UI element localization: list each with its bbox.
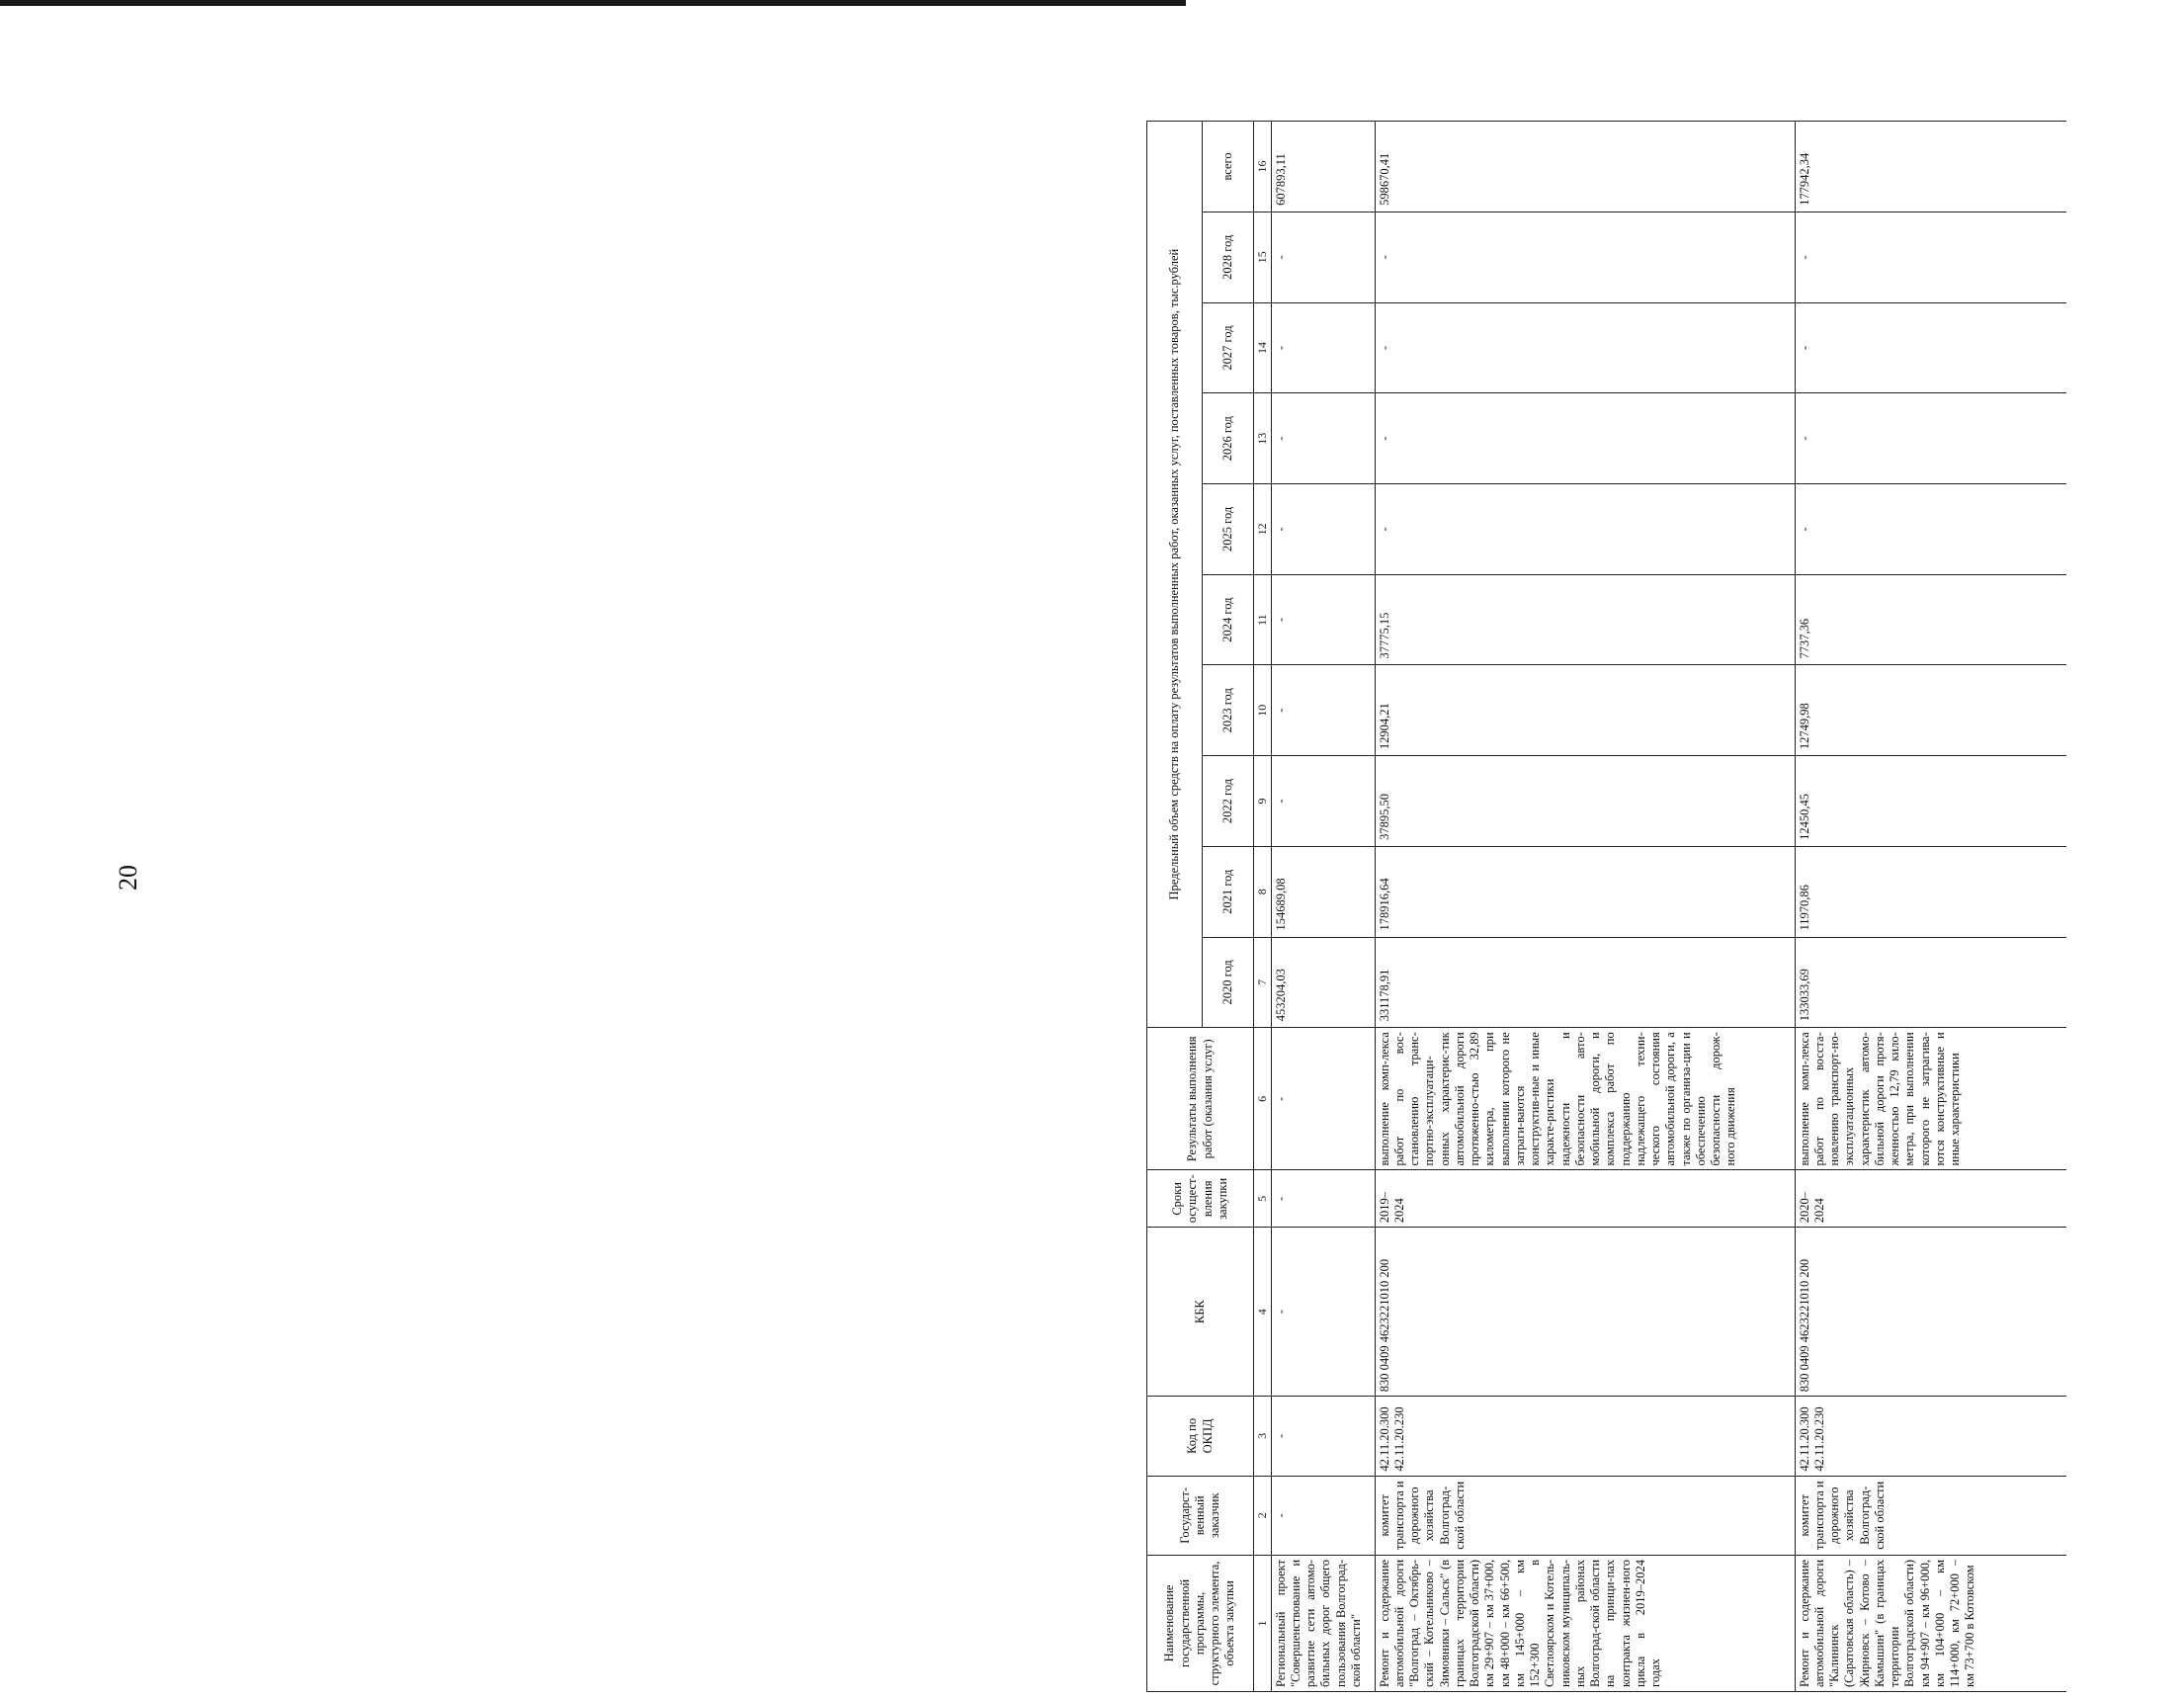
row-value: 178916,64 — [1375, 846, 1795, 937]
row-terms: - — [1271, 1170, 1375, 1228]
header-year: 2027 год — [1203, 302, 1254, 393]
column-number: 15 — [1254, 212, 1272, 302]
row-results: выполнение комп-лекса работ по вос-становлению транс-портно-эксплуатаци-онных характерис-тик автомобильной дороги протяженно-стью 32,89 километра, при выполнении которого не затраги-ваются конструктив-ные и иные характе-ристики надежности и безопасности авто-мобильной дороги, и комплекса работ по поддержанию надлежащего техни-ческого состояния автомобильной дороги, а также по организа-ции и обеспечению безопасности дорож-ного движения — [1375, 1028, 1795, 1170]
row-total: 607893,11 — [1271, 122, 1375, 212]
row-okpd: 42.11.20.300 42.11.20.230 — [1795, 1397, 2066, 1476]
row-value: - — [1375, 484, 1795, 575]
column-numbers-row — [1254, 122, 1272, 1692]
header-year: 2020 год — [1203, 937, 1254, 1028]
row-value: - — [1271, 302, 1375, 393]
row-total: 177942,34 — [1795, 122, 2066, 212]
header-customer: Государст-венный заказчик — [1147, 1476, 1254, 1555]
column-number: 2 — [1254, 1476, 1272, 1555]
row-customer: комитет транспорта и дорожного хозяйства Волгоград-ской области — [1795, 1476, 2066, 1555]
column-number: 6 — [1254, 1028, 1272, 1170]
row-name: Ремонт и содержание автомобильной дороги "Калининск (Саратовская область) – Жирновск – Котово – Камышин" (в границах территории Волгоградской области) км 94+907 – км 96+000, км 104+000 – км 114+000, км 72+000 – км 73+700 в Котовском — [1795, 1555, 2066, 1691]
scan-top-edge — [0, 0, 1186, 6]
table-row — [1271, 122, 1375, 1692]
row-total: 598670,41 — [1375, 122, 1795, 212]
column-number: 4 — [1254, 1228, 1272, 1397]
row-value: 12904,21 — [1375, 665, 1795, 756]
column-number: 7 — [1254, 937, 1272, 1028]
row-value: - — [1375, 393, 1795, 484]
row-okpd: - — [1271, 1397, 1375, 1476]
row-value: - — [1271, 212, 1375, 302]
table-row — [1795, 122, 2066, 1692]
row-value: 12749,98 — [1795, 665, 2066, 756]
row-value: - — [1271, 484, 1375, 575]
header-results: Результаты выполнения работ (оказания услуг) — [1147, 1028, 1254, 1170]
row-results: выполнение комп-лекса работ по восста-новлению транспорт-но-эксплуатационных характеристик автомо-бильной дороги протя-женностью 12,79 кило-метра, при выполнении которого не затрагива-ются конструктивные и иные характеристики — [1795, 1028, 2066, 1170]
rotated-document — [1146, 121, 2184, 1692]
row-terms: 2019–2024 — [1375, 1170, 1795, 1228]
column-number: 16 — [1254, 122, 1272, 212]
row-value: 11970,86 — [1795, 846, 2066, 937]
header-year: 2022 год — [1203, 756, 1254, 847]
row-value: - — [1375, 212, 1795, 302]
row-kbk: - — [1271, 1228, 1375, 1397]
row-name: Ремонт и содержание автомобильной дороги "Волгоград – Октябрь-ский – Котельниково – Зимовники – Сальск" (в границах территории Волгоградской области) км 29+907 – км 37+000, км 48+000 – км 66+500, км 145+000 – км 152+300 в Светлоярском и Котель-никовском муниципаль-ных районах Волгоград-ской области на принци-пах контракта жизнен-ного цикла в 2019–2024 годах — [1375, 1555, 1795, 1691]
row-value: 453204,03 — [1271, 937, 1375, 1028]
row-value: - — [1795, 484, 2066, 575]
row-kbk: 830 0409 4623221010 200 — [1375, 1228, 1795, 1397]
column-number: 3 — [1254, 1397, 1272, 1476]
header-terms: Сроки осущест-вления закупки — [1147, 1170, 1254, 1228]
column-number: 13 — [1254, 393, 1272, 484]
column-number: 10 — [1254, 665, 1272, 756]
header-year: 2026 год — [1203, 393, 1254, 484]
row-value: 12450,45 — [1795, 756, 2066, 847]
row-okpd: 42.11.20.300 42.11.20.230 — [1375, 1397, 1795, 1476]
row-value: 7737,36 — [1795, 574, 2066, 665]
row-value: - — [1271, 665, 1375, 756]
row-kbk: 830 0409 4623221010 200 — [1795, 1228, 2066, 1397]
row-customer: - — [1271, 1476, 1375, 1555]
header-year: 2025 год — [1203, 484, 1254, 575]
column-number: 1 — [1254, 1555, 1272, 1691]
header-year: 2028 год — [1203, 212, 1254, 302]
column-number: 12 — [1254, 484, 1272, 575]
row-value: 37775,15 — [1375, 574, 1795, 665]
header-kbk: КБК — [1147, 1228, 1254, 1397]
column-number: 14 — [1254, 302, 1272, 393]
header-year: 2024 год — [1203, 574, 1254, 665]
column-number: 5 — [1254, 1170, 1272, 1228]
row-terms: 2020–2024 — [1795, 1170, 2066, 1228]
row-value: - — [1271, 756, 1375, 847]
row-value: - — [1795, 393, 2066, 484]
row-value: 37895,50 — [1375, 756, 1795, 847]
column-number: 11 — [1254, 574, 1272, 665]
row-name: Региональный проект "Совершенствование и развитие сети автомо-бильных дорог общего пользования Волгоград-ской области" — [1271, 1555, 1375, 1691]
row-value: - — [1795, 212, 2066, 302]
header-total: всего — [1203, 122, 1254, 212]
header-okpd: Код по ОКПД — [1147, 1397, 1254, 1476]
row-value: 133033,69 — [1795, 937, 2066, 1028]
column-number: 9 — [1254, 756, 1272, 847]
row-value: - — [1271, 393, 1375, 484]
row-value: - — [1271, 574, 1375, 665]
table-row — [1375, 122, 1795, 1692]
row-value: 331178,91 — [1375, 937, 1795, 1028]
procurement-table — [1146, 121, 2066, 1692]
page-number: 20 — [114, 865, 142, 891]
row-value: - — [1375, 302, 1795, 393]
header-limit-group: Предельный объем средств на оплату результатов выполненных работ, оказанных услуг, поставленных товаров, тыс.рублей — [1147, 122, 1203, 1028]
column-number: 8 — [1254, 846, 1272, 937]
row-customer: комитет транспорта и дорожного хозяйства Волгоград-ской области — [1375, 1476, 1795, 1555]
row-value: 154689,08 — [1271, 846, 1375, 937]
row-results: - — [1271, 1028, 1375, 1170]
header-year: 2023 год — [1203, 665, 1254, 756]
row-value: - — [1795, 302, 2066, 393]
header-name: Наименование государственной программы, структурного элемента, объекта закупки — [1147, 1555, 1254, 1691]
header-year: 2021 год — [1203, 846, 1254, 937]
